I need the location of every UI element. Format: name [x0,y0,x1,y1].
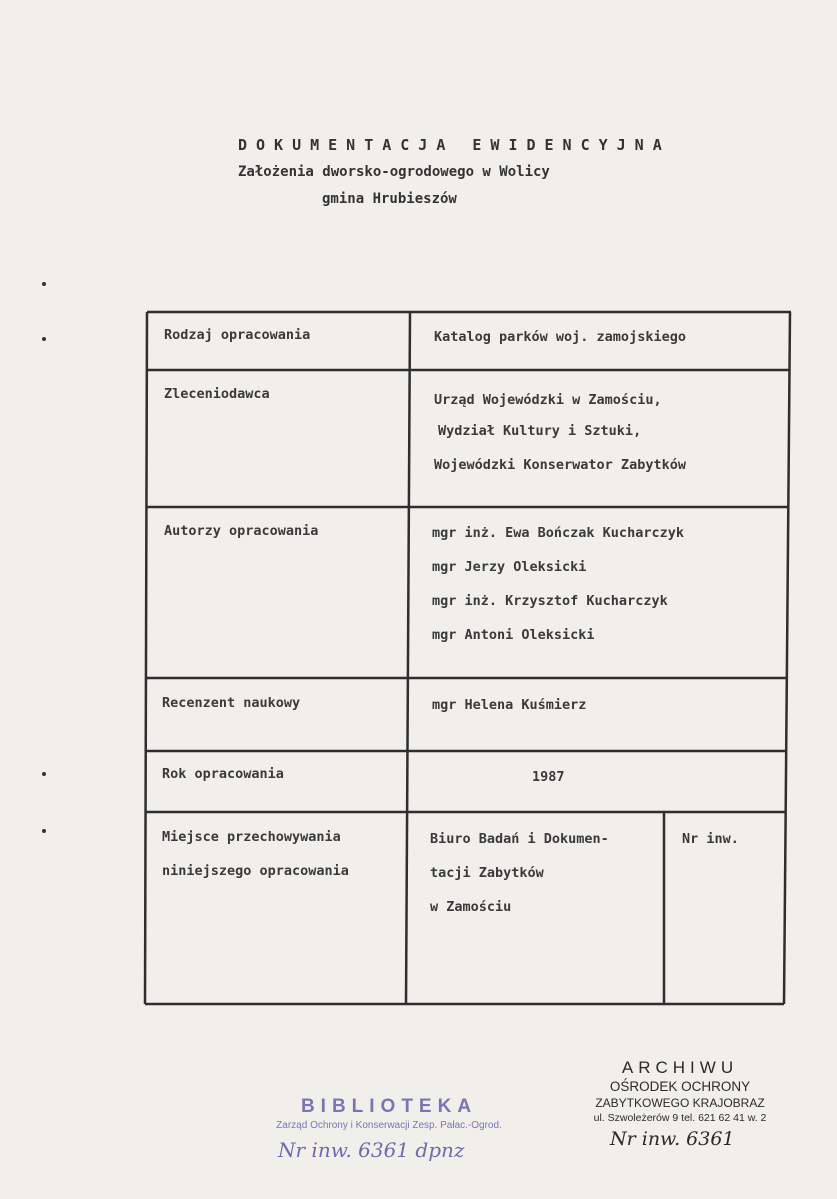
row-reviewer-value: mgr Helena Kuśmierz [432,697,587,713]
row-reviewer-label: Recenzent naukowy [162,695,301,711]
row-client-line: Wydział Kultury i Sztuki, [438,423,642,439]
library-stamp-title: BIBLIOTEKA [300,1096,478,1117]
row-authors-line: mgr Antoni Oleksicki [432,627,595,643]
archive-stamp-address: ul. Szwoleżerów 9 tel. 621 62 41 w. 2 [593,1112,767,1124]
row-authors-line: mgr inż. Ewa Bończak Kucharczyk [432,525,684,541]
row-location-line: w Zamościu [430,899,512,915]
row-location-line: Biuro Badań i Dokumen- [430,831,609,847]
row-client-label: Zleceniodawca [164,386,270,402]
document-title: DOKUMENTACJA EWIDENCYJNA [238,136,671,154]
library-stamp-subtitle: Zarząd Ochrony i Konserwacji Zesp. Pałac.-Ogrod. [276,1120,502,1131]
row-authors-line: mgr inż. Krzysztof Kucharczyk [432,593,668,609]
row-type-label: Rodzaj opracowania [164,327,311,343]
document-subtitle: Założenia dworsko-ogrodowego w Wolicy [238,164,550,180]
document-subtitle-municipality: gmina Hrubieszów [322,191,457,207]
table-rule [406,312,410,1004]
row-location-label: Miejsce przechowywania [162,829,341,845]
archive-stamp-title: ARCHIWU [621,1058,739,1077]
archive-stamp-line: ZABYTKOWEGO KRAJOBRAZ [595,1096,765,1110]
row-location-label: niniejszego opracowania [162,863,349,879]
library-stamp [274,1096,504,1131]
row-inventory-label: Nr inw. [682,831,739,847]
row-year-value: 1987 [532,769,565,785]
row-location-line: tacji Zabytków [430,865,544,881]
row-authors-label: Autorzy opracowania [164,523,319,539]
inventory-number-handwritten: Nr inw. 6361 [610,1128,735,1150]
row-type-value: Katalog parków woj. zamojskiego [434,329,686,345]
archive-stamp-line: OŚRODEK OCHRONY [609,1079,751,1094]
table-rule [784,312,790,1004]
table-rule [145,312,147,1004]
row-client-line: Urząd Wojewódzki w Zamościu, [434,392,662,408]
row-authors-line: mgr Jerzy Oleksicki [432,559,587,575]
row-year-label: Rok opracowania [162,766,284,782]
row-client-line: Wojewódzki Konserwator Zabytków [434,457,686,473]
library-inventory-handwritten: Nr inw. 6361 dpnz [278,1138,465,1162]
archive-stamp [560,1058,800,1124]
